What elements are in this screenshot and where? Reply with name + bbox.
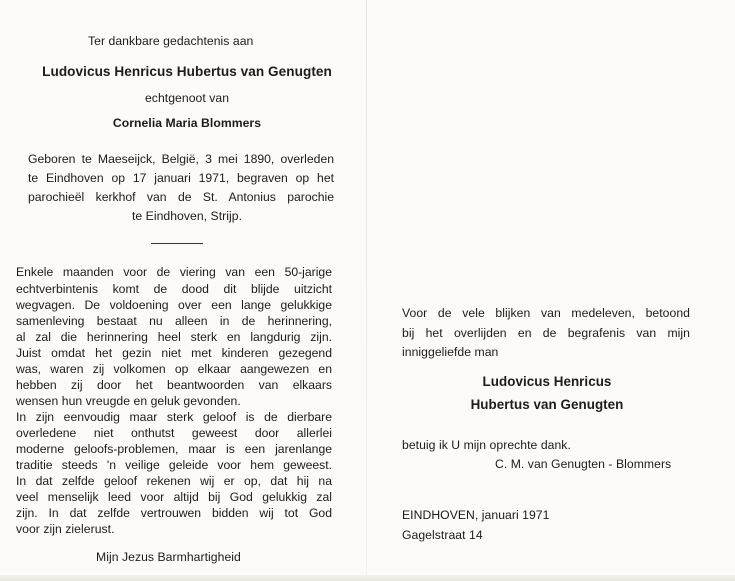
dedication-line: Ter dankbare gedachtenis aan [88, 34, 254, 48]
text-line: Juist omdat het gezin niet met kinderen gezegend [16, 346, 332, 360]
divider-rule [151, 243, 203, 244]
bio-line: Geboren te Maeseijck, België, 3 mei 1890, overleden [28, 152, 334, 166]
text-line: wensen hun vreugde en geluk gevonden. [16, 394, 241, 408]
text-line: echtverbintenis komt de dood dit blijde uitzicht [16, 282, 332, 296]
thanks-line: inniggeliefde man [402, 345, 499, 359]
text-line: In zijn eenvoudig maar sterk geloof is de dierbare [16, 410, 332, 424]
text-line: voor zijn zielerust. [16, 522, 115, 536]
spouse-intro: echtgenoot van [144, 91, 230, 105]
bio-line: te Eindhoven op 17 januari 1971, begraven op het [28, 171, 334, 185]
left-page [0, 0, 366, 581]
address: Gagelstraat 14 [402, 528, 483, 542]
thanks-line: Voor de vele blijken van medeleven, betoond [402, 306, 690, 320]
spouse-name: Cornelia Maria Blommers [112, 116, 262, 130]
text-line: was, waren zij volkomen op elkaar aangewezen en [16, 362, 332, 376]
place-date: EINDHOVEN, januari 1971 [402, 508, 550, 522]
name-line-1: Ludovicus Henricus [482, 374, 612, 389]
card-fold [366, 0, 367, 581]
bio-line: parochieël kerkhof van de St. Antonius parochie [28, 190, 334, 204]
right-page [368, 0, 735, 581]
signature: C. M. van Genugten - Blommers [495, 457, 672, 471]
thanks-line: bij het overlijden en de begrafenis van mijn [402, 326, 690, 340]
name-line-2: Hubertus van Genugten [470, 397, 624, 412]
text-line: Enkele maanden voor de viering van een 50-jarige [16, 265, 332, 279]
text-line: al zal die herinnering heel sterk en langdurig zijn. [16, 330, 332, 344]
thanks-closing: betuig ik U mijn oprechte dank. [402, 438, 571, 452]
text-line: In dat zelfde geloof rekenen wij er op, dat hij na [16, 474, 332, 488]
text-line: veel menselijk leed voor altijd bij God gelukkig zal [16, 490, 332, 504]
text-line: samenleving bestaat nu alleen in de herinnering, [16, 314, 332, 328]
text-line: moderne geloofs-problemen, maar is een jarenlange [16, 442, 332, 456]
text-line: traditie steeds 'n veilige geleide voor hem geweest. [16, 458, 332, 472]
text-line: hebben zij door het beantwoorden van elkaars [16, 378, 332, 392]
text-line: zijn. In dat zelfde vertrouwen bidden wij tot God [16, 506, 332, 520]
text-line: overledene niet onthutst geweest door allerlei [16, 426, 332, 440]
bio-line: te Eindhoven, Strijp. [131, 209, 243, 223]
prayer-line: Mijn Jezus Barmhartigheid [96, 550, 241, 564]
card-bottom-edge [0, 575, 735, 581]
text-line: wegvagen. De voldoening over een lange gelukkige [16, 298, 332, 312]
deceased-name: Ludovicus Henricus Hubertus van Genugten [42, 64, 332, 79]
